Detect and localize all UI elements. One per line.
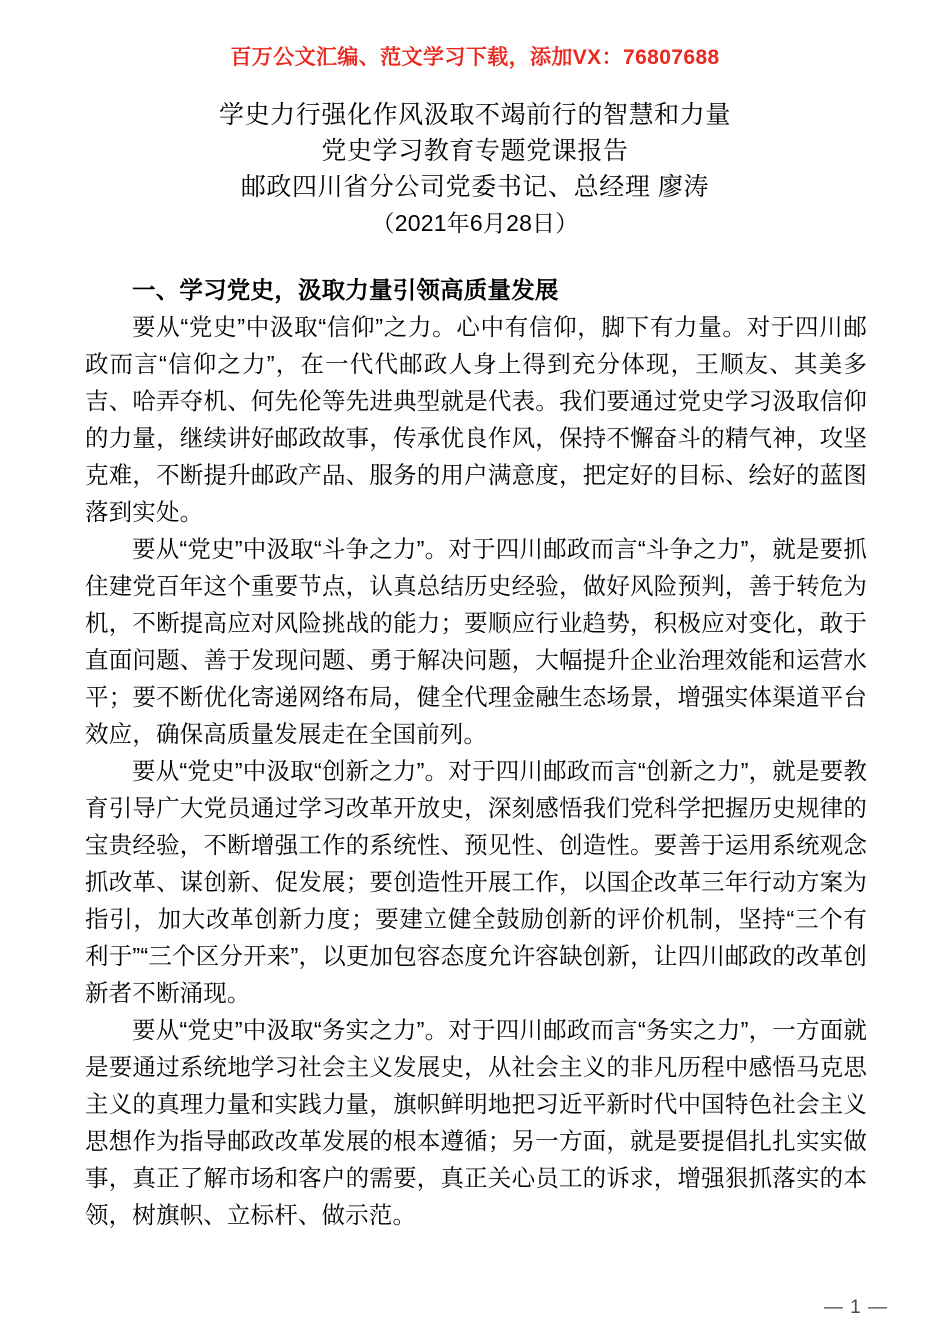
document-date-line: （2021年6月28日） [371,210,579,236]
page-number-footer: — 1 — [823,1297,888,1318]
document-title-line-2: 党史学习教育专题党课报告 [321,137,629,165]
document-title-line-1: 学史力行强化作风汲取不竭前行的智慧和力量 [218,101,731,129]
title-block [0,97,950,241]
body-paragraph-2: 要从“党史”中汲取“斗争之力”。对于四川邮政而言“斗争之力”，就是要抓住建党百年这个重要节点，认真总结历史经验，做好风险预判，善于转危为机，不断提高应对风险挑战的能力；要顺应行业趋势，积极应对变化，敢于直面问题、善于发现问题、勇于解决问题，大幅提升企业治理效能和运营水平；要不断优化寄递网络布局，健全代理金融生态场景，增强实体渠道平台效应，确保高质量发展走在全国前列。 [85,536,867,747]
promo-banner: 百万公文汇编、范文学习下载，添加VX：76807688 [230,46,720,69]
body-paragraph-3: 要从“党史”中汲取“创新之力”。对于四川邮政而言“创新之力”，就是要教育引导广大党员通过学习改革开放史，深刻感悟我们党科学把握历史规律的宝贵经验，不断增强工作的系统性、预见性、创造性。要善于运用系统观念抓改革、谋创新、促发展；要创造性开展工作，以国企改革三年行动方案为指引，加大改革创新力度；要建立健全鼓励创新的评价机制，坚持“三个有利于”“三个区分开来”，以更加包容态度允许容缺创新，让四川邮政的改革创新者不断涌现。 [85,758,867,1006]
document-body [85,272,867,1234]
body-paragraph-1: 要从“党史”中汲取“信仰”之力。心中有信仰，脚下有力量。对于四川邮政而言“信仰之力”，在一代代邮政人身上得到充分体现，王顺友、其美多吉、哈弄夺机、何先伦等先进典型就是代表。我们要通过党史学习汲取信仰的力量，继续讲好邮政故事，传承优良作风，保持不懈奋斗的精气神，攻坚克难，不断提升邮政产品、服务的用户满意度，把定好的目标、绘好的蓝图落到实处。 [85,314,867,525]
document-author-line: 邮政四川省分公司党委书记、总经理 廖涛 [240,173,710,201]
section-heading-1: 一、学习党史，汲取力量引领高质量发展 [132,277,559,303]
body-paragraph-4: 要从“党史”中汲取“务实之力”。对于四川邮政而言“务实之力”，一方面就是要通过系统地学习社会主义发展史，从社会主义的非凡历程中感悟马克思主义的真理力量和实践力量，旗帜鲜明地把习近平新时代中国特色社会主义思想作为指导邮政改革发展的根本遵循；另一方面，就是要提倡扎扎实实做事，真正了解市场和客户的需要，真正关心员工的诉求，增强狠抓落实的本领，树旗帜、立标杆、做示范。 [85,1017,867,1228]
